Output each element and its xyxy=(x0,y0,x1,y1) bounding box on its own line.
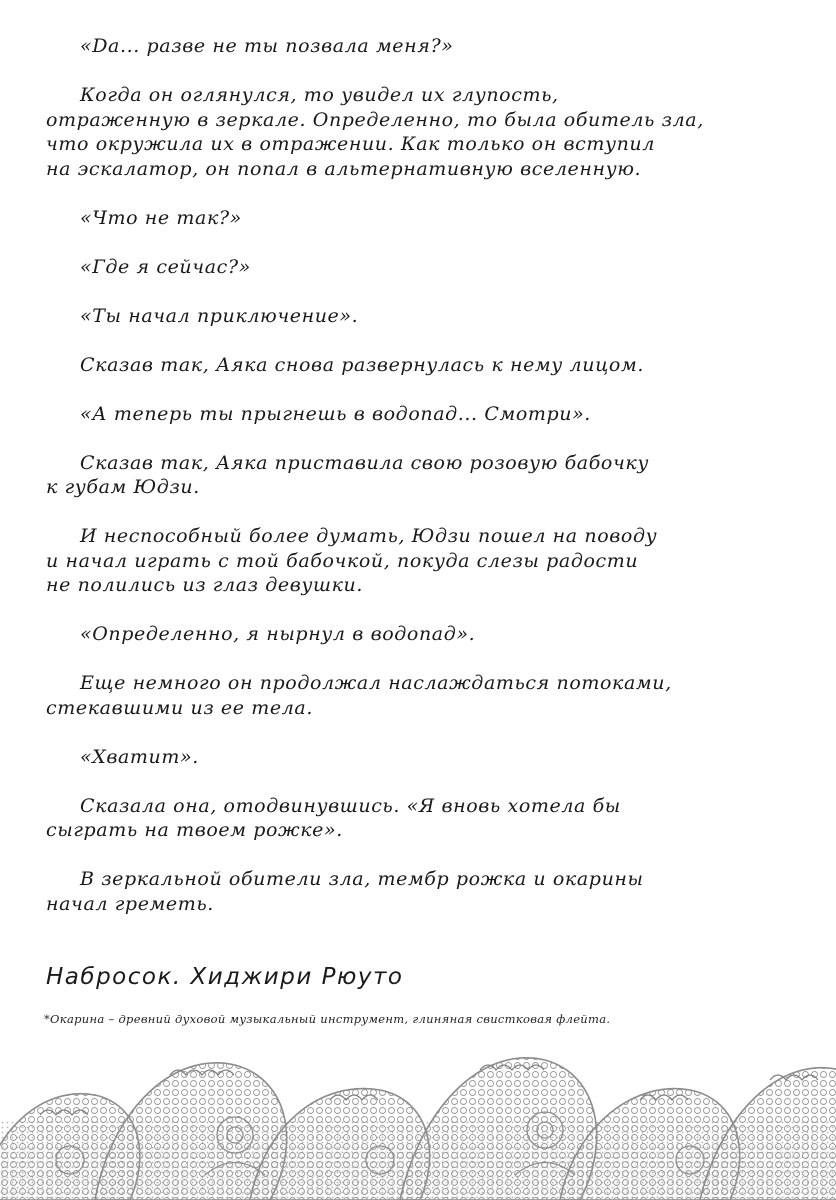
paragraph-4: «Где я сейчас?» xyxy=(80,255,251,278)
story-text xyxy=(46,34,806,941)
paragraph-8: Сказав так, Аяка приставила свою розовую бабочку к губам Юдзи. xyxy=(46,451,649,498)
author-signature: Набросок. Хиджири Рюуто xyxy=(46,964,404,990)
paragraph-9: И неспособный более думать, Юдзи пошел на поводу и начал играть с той бабочкой, покуда слезы радости не полились из глаз девушки. xyxy=(46,525,658,596)
paragraph-3: «Что не так?» xyxy=(80,206,242,229)
paragraph-5: «Ты начал приключение». xyxy=(80,304,359,327)
lace-border-decoration xyxy=(0,1025,836,1200)
paragraph-1: «Da... разве не ты позвала меня?» xyxy=(80,35,454,57)
paragraph-12: «Хватит». xyxy=(80,745,199,768)
paragraph-6: Сказав так, Аяка снова развернулась к нему лицом. xyxy=(80,353,644,376)
paragraph-2: Когда он оглянулся, то увидел их глупость, отраженную в зеркале. Определенно, то была обитель зла, что окружила их в отражении. Как только он вступил на эскалатор, он попал в альтернативную вселенную. xyxy=(46,84,704,180)
paragraph-10: «Определенно, я нырнул в водопад». xyxy=(80,623,476,645)
footnote: *Окарина – древний духовой музыкальный инструмент, глиняная свистковая флейта. xyxy=(44,1012,611,1026)
paragraph-11: Еще немного он продолжал наслаждаться потоками, стекавшими из ее тела. xyxy=(46,672,672,719)
paragraph-14: В зеркальной обители зла, тембр рожка и окарины начал греметь. xyxy=(46,868,644,915)
paragraph-13: Сказала она, отодвинувшись. «Я вновь хотела бы сыграть на твоем рожке». xyxy=(46,794,621,841)
paragraph-7: «А теперь ты прыгнешь в водопад... Смотри». xyxy=(80,402,591,425)
lace-motif xyxy=(0,1058,836,1200)
